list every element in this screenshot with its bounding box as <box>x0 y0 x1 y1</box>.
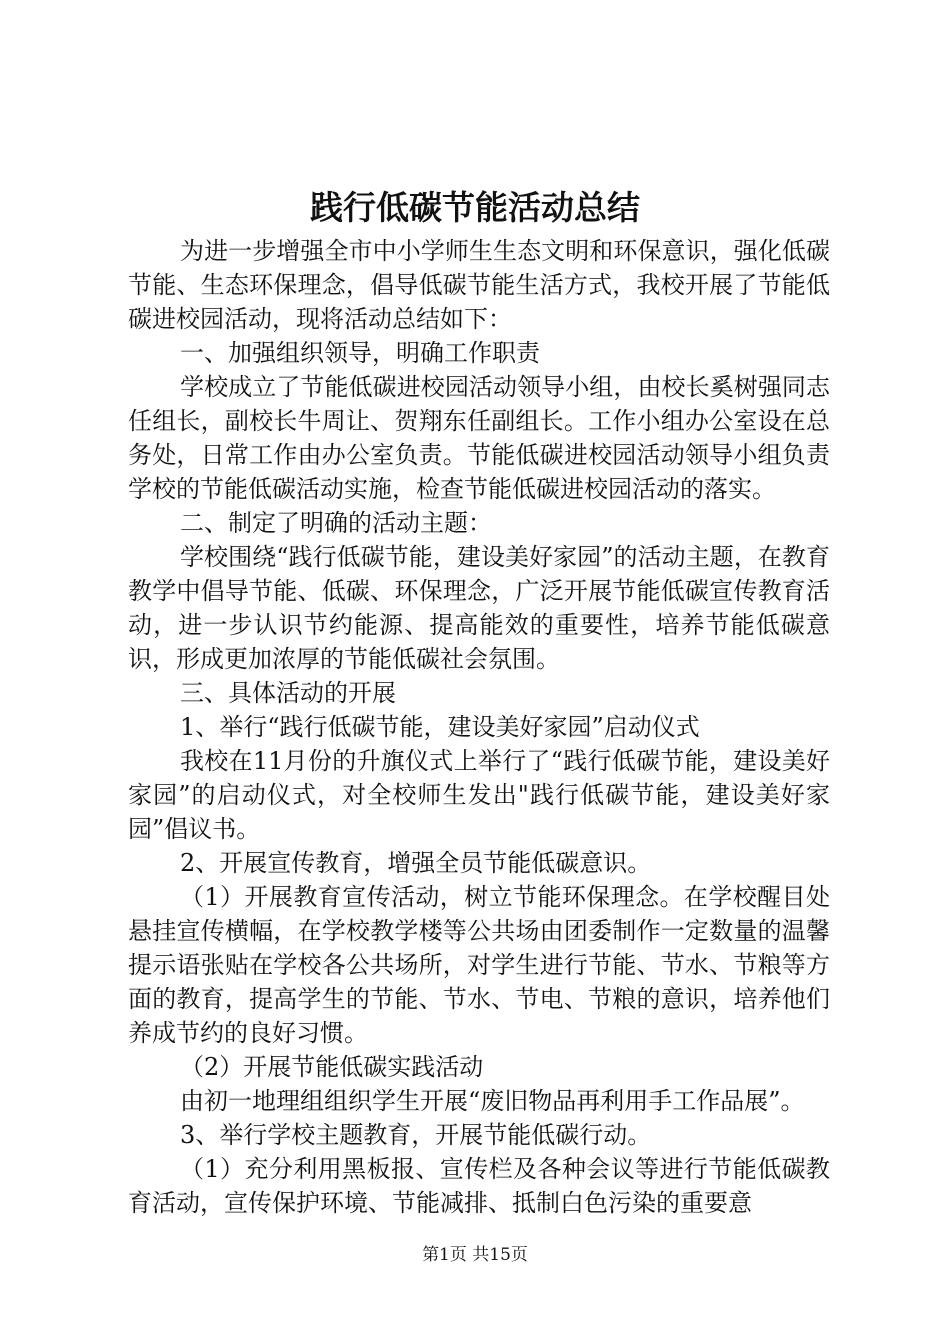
paragraph: 我校在11月份的升旗仪式上举行了“践行低碳节能，建设美好家园”的启动仪式，对全校师生发出"践行低碳节能，建设美好家园”倡议书。 <box>128 747 830 843</box>
subheading: 1、举行“践行低碳节能，建设美好家园”启动仪式 <box>180 713 700 741</box>
paragraph: 由初一地理组组织学生开展“废旧物品再利用手工作品展”。 <box>180 1087 805 1115</box>
paragraph: （1）开展教育宣传活动，树立节能环保理念。在学校醒目处悬挂宣传横幅，在学校教学楼等公共场由团委制作一定数量的温馨提示语张贴在学校各公共场所，对学生进行节能、节水、节粮等方面的教育，提高学生的节能、节水、节电、节粮的意识，培养他们养成节约的良好习惯。 <box>128 883 830 1047</box>
subheading: 2、开展宣传教育，增强全员节能低碳意识。 <box>180 849 652 877</box>
section-heading-2: 二、制定了明确的活动主题： <box>180 509 492 537</box>
document-body <box>128 234 830 1220</box>
page-footer: 第1页 共15页 <box>422 1245 528 1265</box>
paragraph: 学校围绕“践行低碳节能，建设美好家园”的活动主题，在教育教学中倡导节能、低碳、环保理念，广泛开展节能低碳宣传教育活动，进一步认识节约能源、提高能效的重要性，培养节能低碳意识，形成更加浓厚的节能低碳社会氛围。 <box>128 543 830 673</box>
paragraph: （1）充分利用黑板报、宣传栏及各种会议等进行节能低碳教育活动，宣传保护环境、节能减排、抵制白色污染的重要意 <box>128 1155 830 1217</box>
subheading: 3、举行学校主题教育，开展节能低碳行动。 <box>180 1121 652 1149</box>
paragraph-intro: 为进一步增强全市中小学师生生态文明和环保意识，强化低碳节能、生态环保理念，倡导低碳节能生活方式，我校开展了节能低碳进校园活动，现将活动总结如下： <box>128 237 830 333</box>
section-heading-3: 三、具体活动的开展 <box>180 679 396 707</box>
subheading: （2）开展节能低碳实践活动 <box>180 1053 484 1081</box>
paragraph: 学校成立了节能低碳进校园活动领导小组，由校长奚树强同志任组长，副校长牛周让、贺翔东任副组长。工作小组办公室设在总务处，日常工作由办公室负责。节能低碳进校园活动领导小组负责学校的节能低碳活动实施，检查节能低碳进校园活动的落实。 <box>128 373 830 503</box>
document-title: 践行低碳节能活动总结 <box>310 188 640 227</box>
section-heading-1: 一、加强组织领导，明确工作职责 <box>180 339 540 367</box>
